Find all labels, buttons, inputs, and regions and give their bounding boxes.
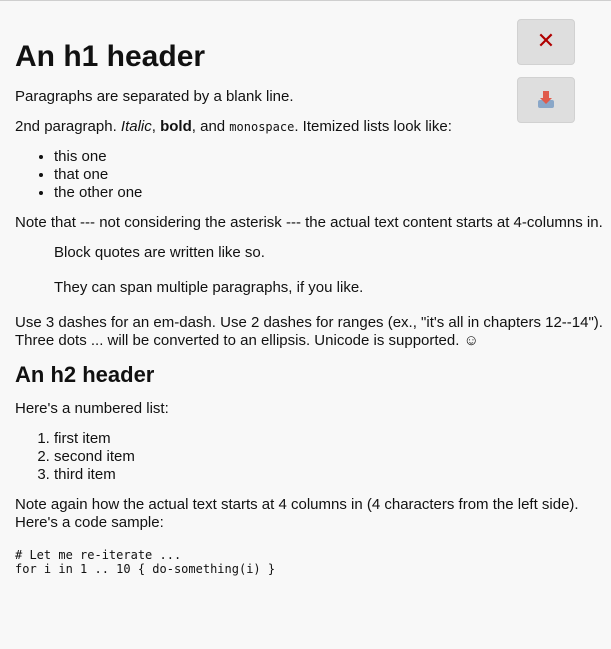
paragraph-1: Paragraphs are separated by a blank line. (15, 88, 294, 105)
save-download-icon (537, 91, 555, 109)
numbered-list (15, 430, 611, 484)
paragraph-2-prefix: 2nd paragraph. (15, 118, 121, 135)
paragraph-3: Note that --- not considering the asterisk --- the actual text content starts at 4-columns in. (15, 214, 603, 231)
paragraph-2-sep2: , and (191, 118, 230, 135)
numbered-item: 2. second item (54, 448, 611, 466)
italic-text: Italic (120, 118, 152, 135)
numbered-item: 1. first item (54, 430, 611, 448)
close-button[interactable] (517, 19, 575, 65)
bullet-item: • the other one (54, 184, 611, 202)
h2-header: An h2 header (15, 362, 155, 387)
save-button[interactable] (517, 77, 575, 123)
monospace-text: monospace (229, 120, 295, 134)
bullet-item: • this one (54, 148, 611, 166)
h1-header: An h1 header (15, 40, 206, 73)
quote-paragraph: Block quotes are written like so. (54, 244, 265, 261)
numbered-item: 3. third item (54, 466, 611, 484)
block-quote (54, 244, 611, 297)
bold-text: bold (160, 118, 192, 135)
close-icon: ✕ (536, 29, 556, 54)
paragraph-6: Note again how the actual text starts at 4 columns in (4 characters from the left side). Here's a code sample: (15, 496, 579, 531)
quote-paragraph: They can span multiple paragraphs, if you like. (54, 279, 364, 296)
code-block: # Let me re-iterate ... for i in 1 .. 10 { do-something(i) } (15, 548, 276, 576)
paragraph-2-suffix: . Itemized lists look like: (294, 118, 452, 135)
paragraph-2-sep1: , (151, 118, 161, 135)
paragraph-5: Here's a numbered list: (15, 400, 169, 417)
paragraph-4: Use 3 dashes for an em-dash. Use 2 dashes for ranges (ex., "it's all in chapters 12--14"). Three dots ... will be converted to an ellipsis. Unicode is supported. ☺ (15, 314, 603, 349)
bullet-item: • that one (54, 166, 611, 184)
bullet-list (15, 148, 611, 202)
preview-toolbar (517, 19, 577, 135)
